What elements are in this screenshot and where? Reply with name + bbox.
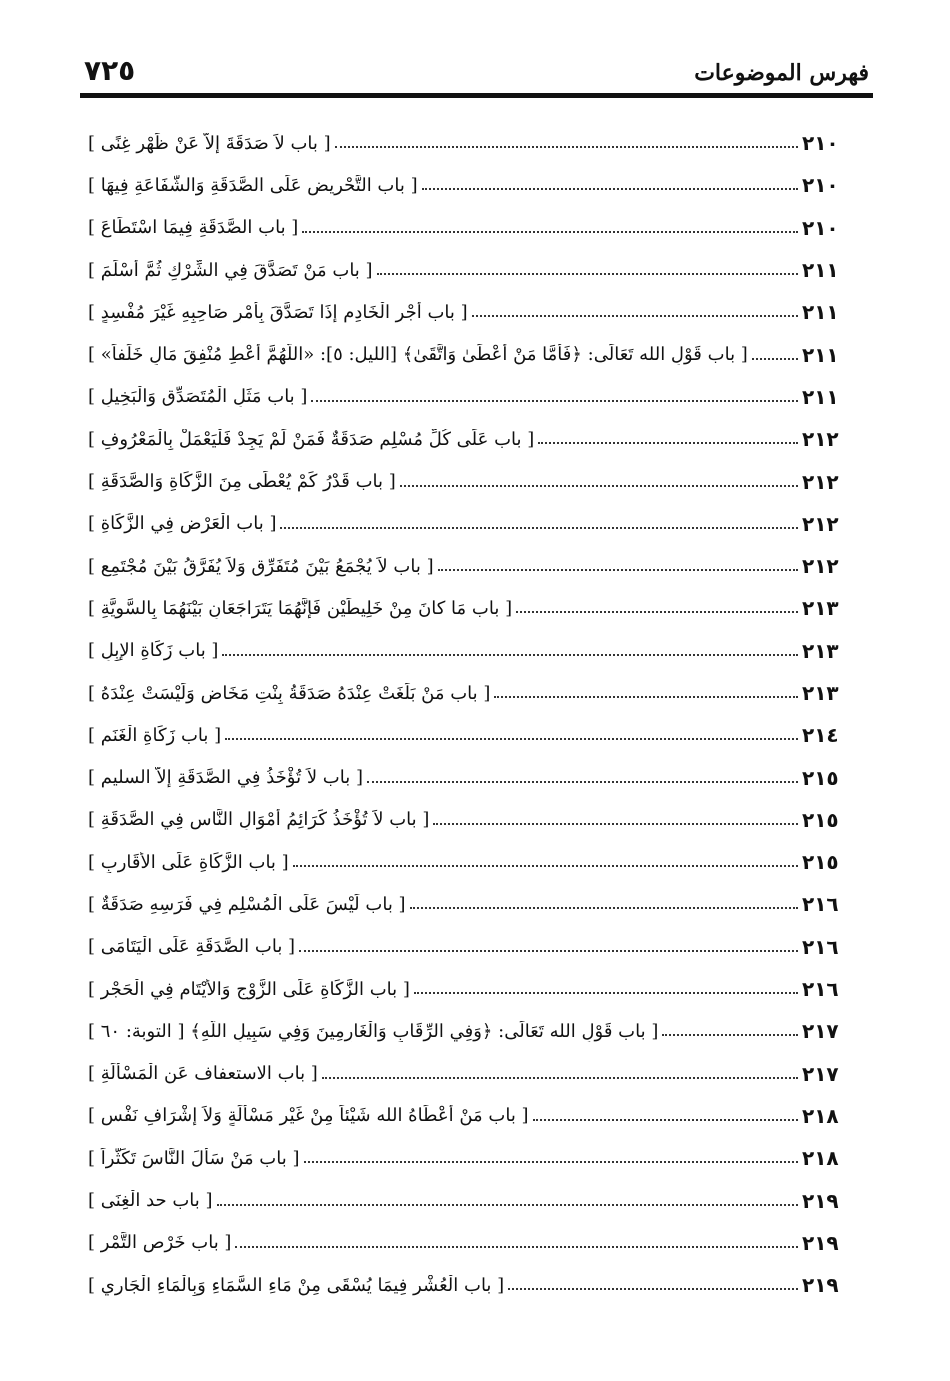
dot-leader (322, 1077, 798, 1079)
toc-entry-title: [ باب حد الْغِنَى ] (88, 1190, 213, 1212)
dot-leader (472, 315, 798, 317)
dot-leader (293, 865, 798, 867)
dot-leader (225, 738, 798, 740)
toc-entry-page: ٢١٧ (802, 1061, 839, 1086)
toc-entry-page: ٢١٨ (802, 1103, 839, 1128)
toc-entry-page: ٢١٩ (802, 1273, 839, 1298)
toc-entry (80, 1137, 850, 1179)
toc-entry-page: ٢١١ (802, 300, 839, 325)
toc-entry-page: ٢١٣ (802, 681, 839, 705)
toc-entry-page: ٢١٠ (802, 131, 839, 156)
toc-entry (80, 333, 850, 375)
toc-entry-page: ٢١٣ (802, 596, 839, 621)
toc-entry (80, 122, 850, 164)
toc-entry-title: [ باب مَا كانَ مِنْ خَلِيطَيْنِ فَإِنَّهُمَا يَتَرَاجَعَانِ بَيْنَهُمَا بِالسَّوِيَّةِ ] (88, 597, 513, 619)
toc-entry-page: ٢١٠ (802, 215, 839, 240)
toc-entry-title: [ باب قَوْلِ الله تَعَالَى: ﴿فَأَمَّا مَنْ أَعْطَىٰ وَاتَّقَىٰ﴾ [الليل: ٥]: «اللَّهُمَّ أَعْطِ مُنْفِقَ مَالٍ خَلَفاً» ] (88, 344, 748, 366)
toc-entry-page: ٢١٩ (802, 1188, 839, 1213)
dot-leader (494, 696, 798, 698)
toc-entry (80, 1010, 850, 1052)
toc-entry-title: [ باب مَنْ أَعْطَاهُ الله شَيْئاً مِنْ غَيْرِ مَسْأَلَةٍ وَلاَ إِشْرَافِ نَفْسٍ ] (88, 1105, 529, 1127)
dot-leader (400, 485, 798, 487)
toc-entry (80, 1179, 850, 1221)
toc-entry (80, 418, 850, 460)
dot-leader (538, 442, 798, 444)
toc-entry (80, 207, 850, 249)
toc-entry (80, 1264, 850, 1306)
dot-leader (377, 273, 798, 275)
page-header (80, 52, 873, 92)
toc-entry-page: ٢١٦ (802, 892, 839, 917)
toc-entry-title: [ باب التَّحْرِيضِ عَلَى الصَّدَقَةِ وَالشَّفَاعَةِ فِيهَا ] (88, 174, 418, 196)
toc-entry-page: ٢١٣ (802, 638, 839, 663)
toc-entry-page: ٢١٩ (802, 1230, 839, 1255)
toc-entry (80, 756, 850, 798)
toc-entry-page: ٢١٦ (802, 934, 839, 959)
toc-entry-title: [ باب مَثَلِ الْمُتَصَدِّقِ وَالْبَخِيلِ ] (88, 386, 308, 408)
toc-entry (80, 672, 850, 714)
toc-entry (80, 630, 850, 672)
toc-entry-title: [ باب الْعَرْضِ فِي الزَّكَاةِ ] (88, 513, 277, 535)
running-title: فهرس الموضوعات (694, 60, 869, 86)
toc-entry-title: [ باب مَنْ تَصَدَّقَ فِي الشِّرْكِ ثُمَّ أَسْلَمَ ] (88, 259, 373, 281)
toc-entry-page: ٢١٢ (802, 469, 839, 494)
dot-leader (280, 527, 798, 529)
toc-entry-title: [ باب لاَ صَدَقَةَ إلاَّ عَنْ ظَهْرِ غِنًى ] (88, 132, 331, 154)
toc-entry-title: [ باب لاَ يُجْمَعُ بَيْنَ مُتَفَرِّقٍ وَلاَ يُفَرَّقُ بَيْنَ مُجْتَمِعٍ ] (88, 555, 434, 577)
toc-entry (80, 1053, 850, 1095)
dot-leader (367, 781, 798, 783)
toc-entry-title: [ باب مَنْ بَلَغَتْ عِنْدَهُ صَدَقَةُ بِنْتِ مَخَاضٍ وَلَيْسَتْ عِنْدَهُ ] (88, 682, 491, 704)
dot-leader (299, 950, 798, 952)
toc-entry-title: [ باب لاَ تُؤْخَذُ فِي الصَّدَقَةِ إلاَّ السليم ] (88, 767, 363, 789)
toc-entry-page: ٢١٤ (802, 723, 839, 748)
dot-leader (302, 231, 798, 233)
toc-entry (80, 1095, 850, 1137)
toc-entry (80, 841, 850, 883)
toc-entry-title: [ باب قَدْرُ كَمْ يُعْطَى مِنَ الزَّكَاةِ وَالصَّدَقَةِ ] (88, 471, 396, 493)
dot-leader (508, 1288, 798, 1290)
toc-entry (80, 1222, 850, 1264)
toc-entry-page: ٢١٥ (802, 765, 839, 790)
toc-entry (80, 799, 850, 841)
toc-entry (80, 503, 850, 545)
dot-leader (235, 1246, 798, 1248)
dot-leader (335, 146, 798, 148)
table-of-contents (80, 122, 850, 1306)
toc-entry-page: ٢١٨ (802, 1146, 839, 1171)
page-number: ٧٢٥ (84, 54, 136, 87)
toc-entry-page: ٢١٧ (802, 1019, 839, 1044)
toc-entry-page: ٢١٢ (802, 554, 839, 579)
toc-entry-page: ٢١٢ (802, 511, 839, 536)
dot-leader (410, 907, 798, 909)
dot-leader (414, 992, 798, 994)
dot-leader (662, 1034, 798, 1036)
toc-entry (80, 714, 850, 756)
toc-entry-page: ٢١٥ (802, 807, 839, 832)
toc-entry-page: ٢١٥ (802, 850, 839, 875)
toc-entry (80, 249, 850, 291)
toc-entry-title: [ باب لاَ تُؤْخَذُ كَرَائِمُ أَمْوَالِ النَّاسِ فِي الصَّدَقَةِ ] (88, 809, 430, 831)
toc-entry-page: ٢١١ (802, 342, 839, 367)
toc-entry-title: [ باب عَلَى كُلِّ مُسْلِمٍ صَدَقَةٌ فَمَنْ لَمْ يَجِدْ فَلْيَعْمَلْ بِالْمَعْرُوفِ ] (88, 428, 535, 450)
dot-leader (422, 188, 798, 190)
toc-entry-title: [ باب زَكَاةِ الإِبِلِ ] (88, 640, 219, 662)
toc-entry-title: [ باب الاستعفاف عَنِ الْمَسْأَلَةِ ] (88, 1063, 318, 1085)
dot-leader (217, 1204, 798, 1206)
toc-entry-title: [ باب زَكَاةِ الْغَنَمِ ] (88, 724, 222, 746)
toc-entry (80, 545, 850, 587)
toc-entry-title: [ باب الصَّدَقَةِ عَلَى الْيَتَامَى ] (88, 936, 296, 958)
toc-entry (80, 587, 850, 629)
toc-entry (80, 883, 850, 925)
toc-entry-title: [ باب الصَّدَقَةِ فِيمَا اسْتَطَاعَ ] (88, 217, 299, 239)
dot-leader (433, 823, 798, 825)
header-rule (80, 93, 873, 98)
toc-entry-title: [ باب قَوْلِ الله تَعَالَى: ﴿وَفِي الرِّقَابِ وَالْغَارِمِينَ وَفِي سَبِيلِ اللَّهِ﴾ [ التوبة: ٦٠ ] (88, 1020, 659, 1042)
toc-entry-title: [ باب لَيْسَ عَلَى الْمُسْلِمِ فِي فَرَسِهِ صَدَقَةٌ ] (88, 893, 406, 915)
dot-leader (533, 1119, 798, 1121)
dot-leader (304, 1161, 799, 1163)
toc-entry-title: [ باب الزَّكَاةِ عَلَى الأَقَارِبِ ] (88, 851, 289, 873)
dot-leader (516, 611, 798, 613)
toc-entry-title: [ باب الزَّكَاةِ عَلَى الزَّوْجِ وَالأَيْتَامِ فِي الْحَجْرِ ] (88, 978, 410, 1000)
toc-entry (80, 291, 850, 333)
toc-entry-title: [ باب مَنْ سَأَلَ النَّاسَ تَكَثُّراً ] (88, 1147, 300, 1169)
toc-entry (80, 164, 850, 206)
toc-entry-page: ٢١١ (802, 384, 839, 409)
toc-entry-page: ٢١٢ (802, 427, 839, 452)
dot-leader (311, 400, 798, 402)
toc-entry-title: [ باب الْعُشْرِ فِيمَا يُسْقَى مِنْ مَاءِ السَّمَاءِ وَبِالْمَاءِ الْجَارِي ] (88, 1274, 505, 1296)
toc-entry (80, 926, 850, 968)
toc-entry-page: ٢١١ (802, 258, 839, 283)
dot-leader (752, 358, 798, 360)
toc-entry (80, 376, 850, 418)
toc-entry-page: ٢١٠ (802, 173, 839, 198)
dot-leader (438, 569, 798, 571)
toc-entry-title: [ باب أَجْرِ الْخَادِمِ إِذَا تَصَدَّقَ بِأَمْرِ صَاحِبِهِ غَيْرَ مُفْسِدٍ ] (88, 301, 468, 323)
toc-entry-title: [ باب خَرْصِ التَّمْرِ ] (88, 1232, 232, 1254)
dot-leader (222, 654, 798, 656)
toc-entry-page: ٢١٦ (802, 977, 839, 1002)
toc-entry (80, 460, 850, 502)
toc-entry (80, 968, 850, 1010)
